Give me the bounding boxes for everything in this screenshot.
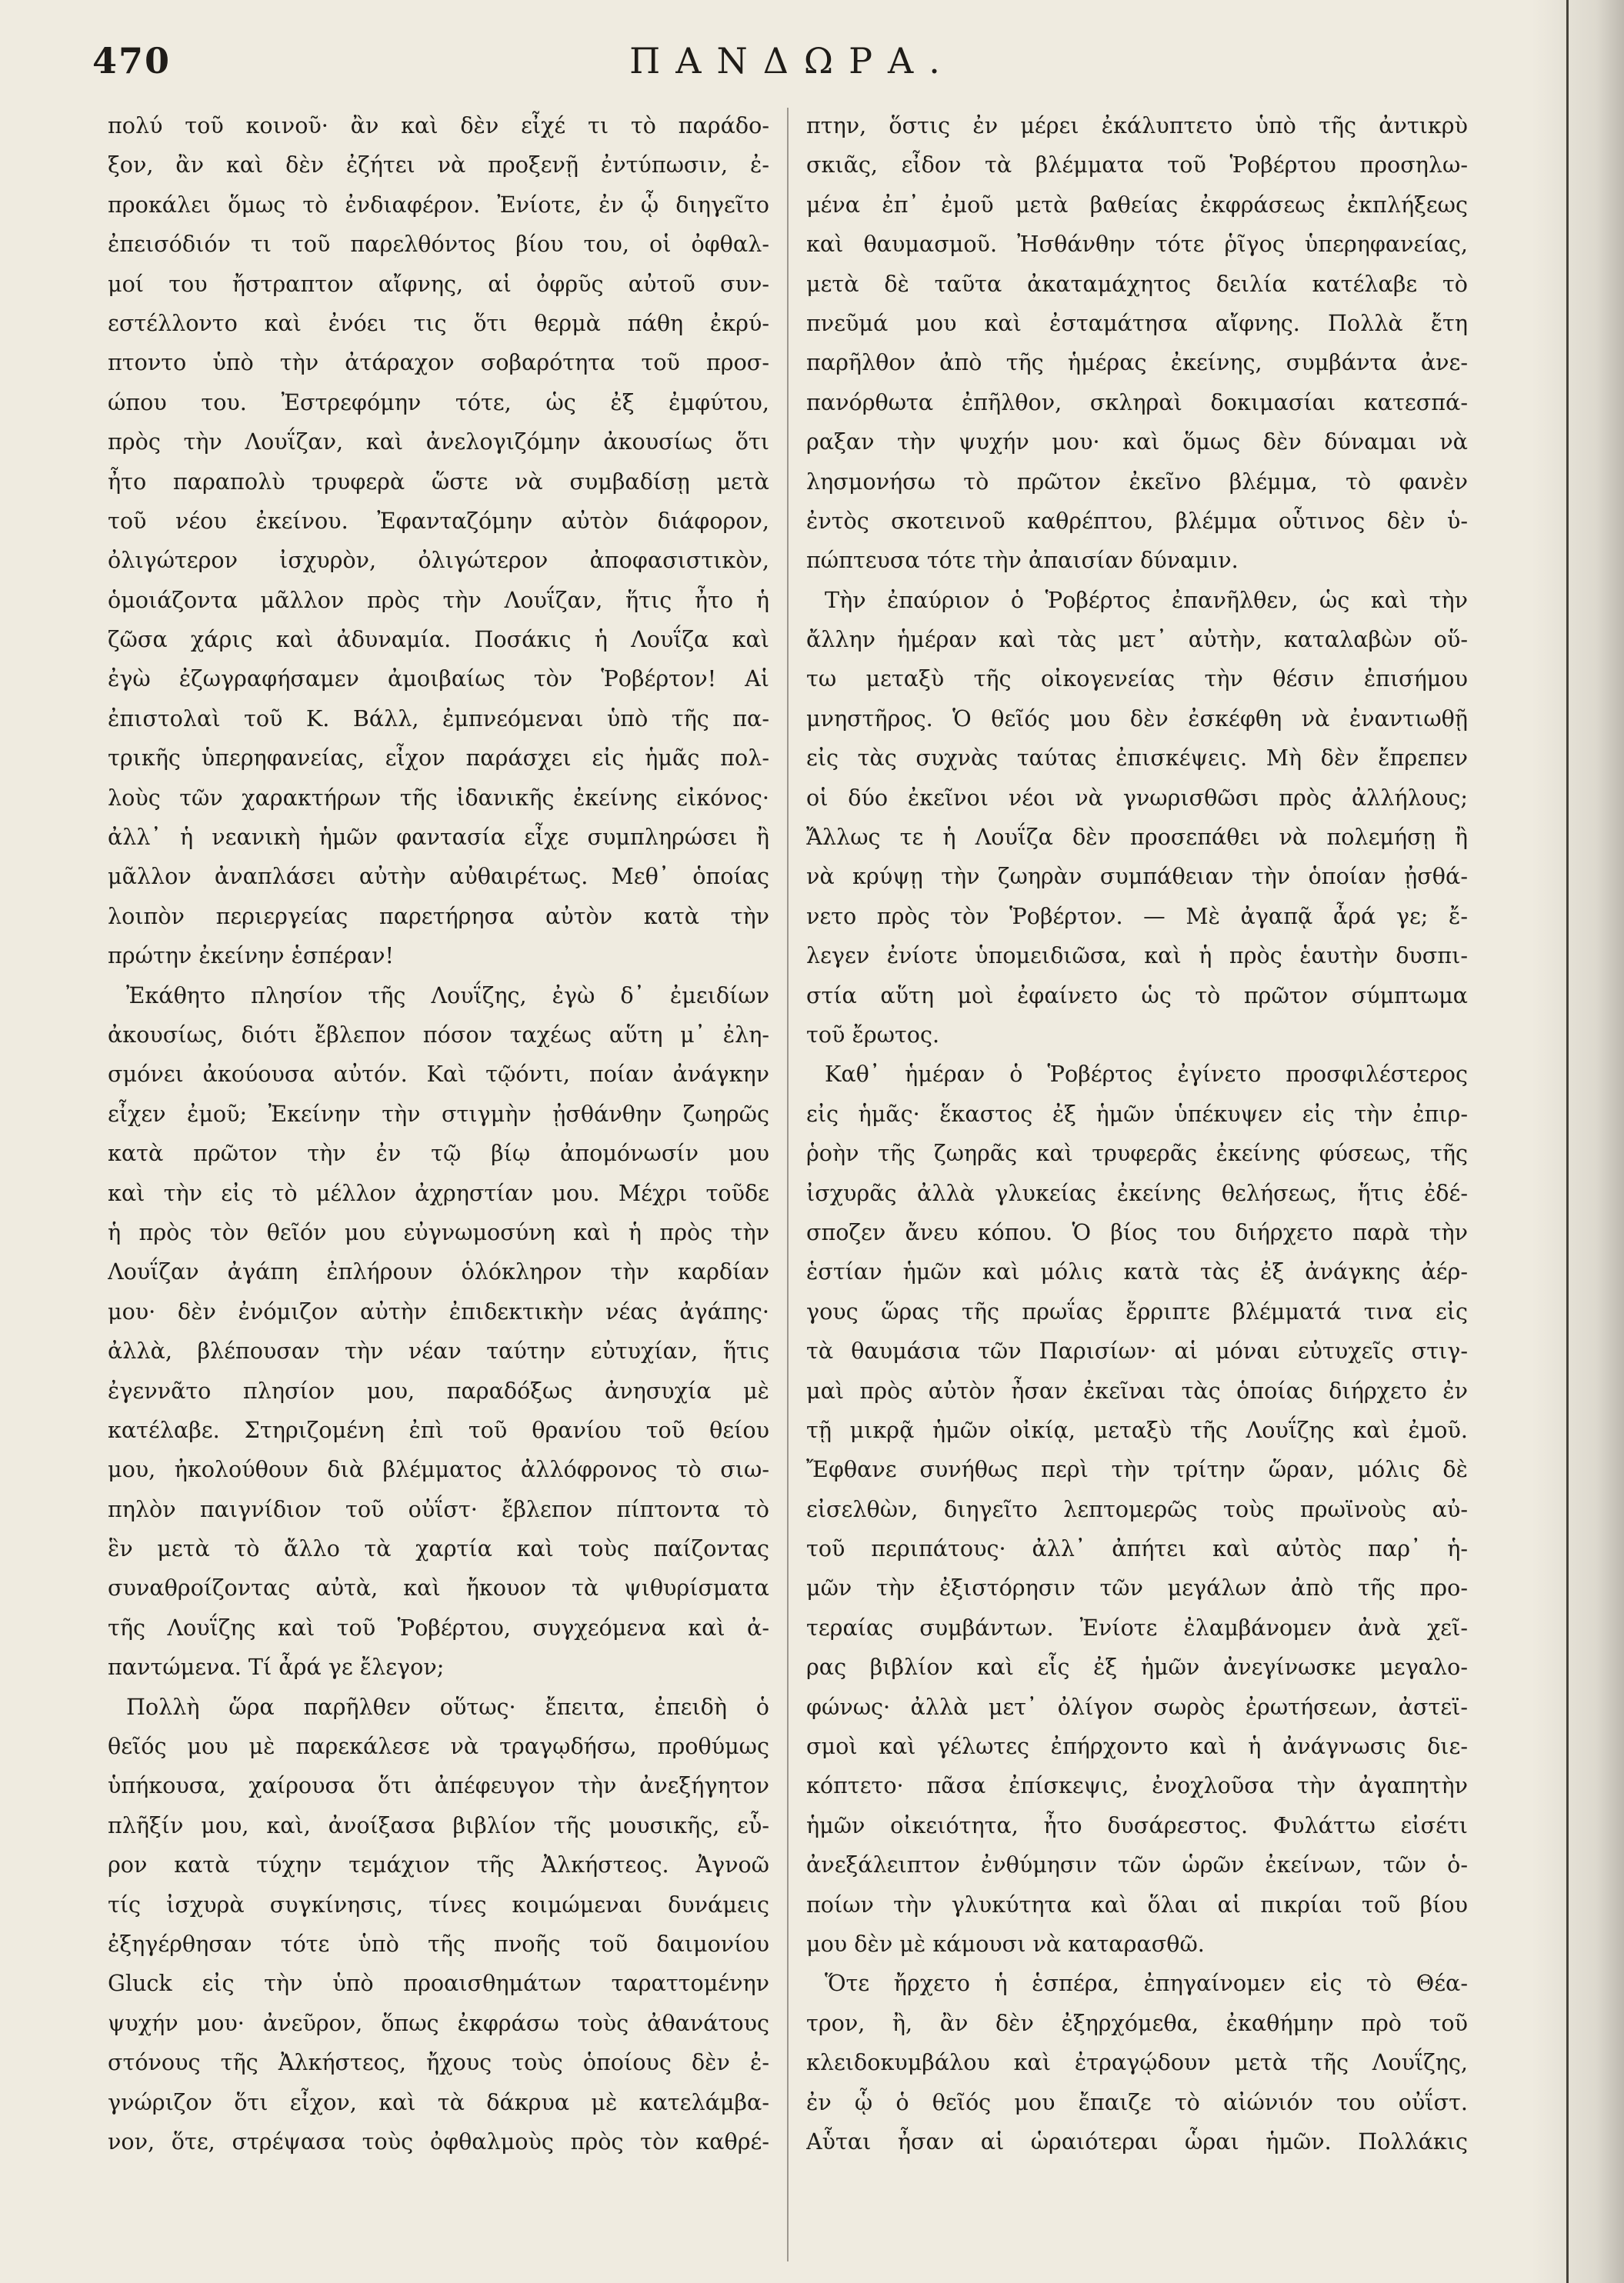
text-line: νὰ κρύψῃ τὴν ζωηρὰν συμπάθειαν τὴν ὁποίαν ᾐσθά- (806, 863, 1468, 890)
text-line: Πολλὴ ὥρα παρῆλθεν οὕτως· ἔπειτα, ἐπειδὴ ὁ (126, 1693, 769, 1720)
text-line: μαὶ πρὸς αὐτὸν ἦσαν ἐκεῖναι τὰς ὁποίας διήρχετο ἐν (806, 1377, 1468, 1404)
text-line: μου, ἠκολούθουν διὰ βλέμματος ἀλλόφρονος τὸ σιω- (108, 1456, 769, 1483)
text-line: εἶχεν ἐμοῦ; Ἐκείνην τὴν στιγμὴν ᾐσθάνθην ζωηρῶς (108, 1100, 769, 1127)
text-line: νον, ὅτε, στρέψασα τοὺς ὀφθαλμοὺς πρὸς τὸν καθρέ- (108, 2128, 769, 2155)
text-line: ἦτο παραπολὺ τρυφερὰ ὥστε νὰ συμβαδίσῃ μετὰ (108, 468, 769, 495)
text-line: Gluck εἰς τὴν ὑπὸ προαισθημάτων ταραττομένην (108, 1970, 769, 1997)
text-line: νετο πρὸς τὸν Ῥοβέρτον. — Μὲ ἀγαπᾷ ἆρά γε; ἔ- (806, 902, 1468, 929)
text-line: συναθροίζοντας αὐτὰ, καὶ ἤκουον τὰ ψιθυρίσματα (108, 1575, 769, 1601)
text-line: οἱ δύο ἐκεῖνοι νέοι νὰ γνωρισθῶσι πρὸς ἀλλήλους; (806, 784, 1468, 811)
text-line: τίς ἰσχυρὰ συγκίνησις, τίνες κοιμώμεναι δυνάμεις (108, 1891, 769, 1918)
text-line: ἐν ᾧ ὁ θεῖός μου ἔπαιζε τὸ αἰώνιόν του οὐΐστ. (806, 2088, 1468, 2115)
text-line: ραξαν τὴν ψυχήν μου· καὶ ὅμως δὲν δύναμαι νὰ (806, 428, 1468, 455)
text-line: ρας βιβλίον καὶ εἷς ἐξ ἡμῶν ἀνεγίνωσκε μεγαλο- (806, 1654, 1468, 1681)
text-line: πρώτην ἐκείνην ἑσπέραν! (108, 942, 395, 969)
text-line: ώπου του. Ἐστρεφόμην τότε, ὡς ἐξ ἐμφύτου, (108, 388, 769, 415)
text-line: τω μεταξὺ τῆς οἰκογενείας τὴν θέσιν ἐπισήμου (806, 665, 1468, 692)
text-line: εστέλλοντο καὶ ἐνόει τις ὅτι θερμὰ πάθη ἐκρύ- (108, 309, 769, 336)
text-line: καὶ τὴν εἰς τὸ μέλλον ἀχρηστίαν μου. Μέχρι τοῦδε (108, 1179, 769, 1206)
text-line: ὀλιγώτερον ἰσχυρὸν, ὀλιγώτερον ἀποφασιστικὸν, (108, 547, 769, 574)
text-line: πώπτευσα τότε τὴν ἀπαισίαν δύναμιν. (806, 547, 1239, 574)
text-line: στία αὕτη μοὶ ἐφαίνετο ὡς τὸ πρῶτον σύμπτωμα (806, 982, 1468, 1008)
text-line: φώνως· ἀλλὰ μετ᾽ ὀλίγον σωρὸς ἐρωτήσεων, ἀστεϊ- (806, 1693, 1468, 1720)
text-line: πηλὸν παιγνίδιον τοῦ οὐΐστ· ἔβλεπον πίπτοντα τὸ (108, 1495, 769, 1522)
text-line: πνεῦμά μου καὶ ἐσταμάτησα αἴφνης. Πολλὰ ἔτη (806, 309, 1468, 336)
text-line: πανόρθωτα ἐπῆλθον, σκληραὶ δοκιμασίαι κατεσπά- (806, 388, 1468, 415)
right-text-column (806, 106, 1468, 2161)
text-line: κόπτετο· πᾶσα ἐπίσκεψις, ἐνοχλοῦσα τὴν ἀγαπητὴν (806, 1772, 1468, 1799)
text-line: ἓν μετὰ τὸ ἄλλο τὰ χαρτία καὶ τοὺς παίζοντας (108, 1535, 769, 1562)
text-line: ἄλλην ἡμέραν καὶ τὰς μετ᾽ αὐτὴν, καταλαβὼν οὕ- (806, 626, 1468, 653)
text-line: τρικῆς ὑπερηφανείας, εἶχον παράσχει εἰς ἡμᾶς πολ- (108, 745, 769, 772)
text-line: τεραίας συμβάντων. Ἐνίοτε ἐλαμβάνομεν ἀνὰ χεῖ- (806, 1614, 1468, 1641)
text-line: εἰς ἡμᾶς· ἕκαστος ἐξ ἡμῶν ὑπέκυψεν εἰς τὴν ἐπιρ- (806, 1100, 1468, 1127)
text-line: τὰ θαυμάσια τῶν Παρισίων· αἱ μόναι εὐτυχεῖς στιγ- (806, 1338, 1468, 1365)
text-line: Αὗται ἦσαν αἱ ὡραιότεραι ὧραι ἡμῶν. Πολλάκις (806, 2128, 1468, 2155)
text-line: τοῦ ἔρωτος. (806, 1021, 940, 1048)
text-line: μου· δὲν ἐνόμιζον αὐτὴν ἐπιδεκτικὴν νέας ἀγάπης· (108, 1298, 769, 1325)
text-line: ἰσχυρᾶς ἀλλὰ γλυκείας ἐκείνης θελήσεως, ἥτις ἐδέ- (806, 1179, 1468, 1206)
text-line: Τὴν ἐπαύριον ὁ Ῥοβέρτος ἐπανῆλθεν, ὡς καὶ τὴν (825, 586, 1468, 613)
text-line: γνώριζον ὅτι εἶχον, καὶ τὰ δάκρυα μὲ κατελάμβα- (108, 2088, 769, 2115)
text-line: ὁμοιάζοντα μᾶλλον πρὸς τὴν Λουΐζαν, ἥτις ἦτο ἡ (108, 586, 769, 613)
text-line: Λουΐζαν ἀγάπη ἐπλήρουν ὁλόκληρον τὴν καρδίαν (108, 1258, 769, 1285)
text-line: κατέλαβε. Στηριζομένη ἐπὶ τοῦ θρανίου τοῦ θείου (108, 1416, 769, 1443)
text-line: σμόνει ἀκούουσα αὐτόν. Καὶ τῷόντι, ποίαν ἀνάγκην (108, 1061, 769, 1088)
text-line: πλῆξίν μου, καὶ, ἀνοίξασα βιβλίον τῆς μουσικῆς, εὗ- (108, 1811, 769, 1838)
text-line: ἀλλὰ, βλέπουσαν τὴν νέαν ταύτην εὐτυχίαν, ἥτις (108, 1338, 769, 1365)
text-line: ἐγεννᾶτο πλησίον μου, παραδόξως ἀνησυχία μὲ (108, 1377, 769, 1404)
text-line: πρὸς τὴν Λουΐζαν, καὶ ἀνελογιζόμην ἀκουσίως ὅτι (108, 428, 769, 455)
text-line: Ἐκάθητο πλησίον τῆς Λουΐζης, ἐγὼ δ᾽ ἐμειδίων (126, 982, 769, 1008)
text-line: σποζεν ἄνευ κόπου. Ὁ βίος του διήρχετο παρὰ τὴν (806, 1218, 1468, 1245)
text-line: γους ὥρας τῆς πρωΐας ἔρριπτε βλέμματά τινα εἰς (806, 1298, 1468, 1325)
text-line: ἐπιστολαὶ τοῦ Κ. Βάλλ, ἐμπνεόμεναι ὑπὸ τῆς πα- (108, 705, 769, 732)
text-line: πολύ τοῦ κοινοῦ· ἂν καὶ δὲν εἶχέ τι τὸ παράδο- (108, 112, 769, 138)
text-line: ἐντὸς σκοτεινοῦ καθρέπτου, βλέμμα οὗτινος δὲν ὑ- (806, 507, 1468, 534)
text-line: τρον, ἢ, ἂν δὲν ἐξηρχόμεθα, ἐκαθήμην πρὸ τοῦ (806, 2009, 1468, 2036)
text-line: καὶ θαυμασμοῦ. Ἠσθάνθην τότε ῥῖγος ὑπερηφανείας, (806, 231, 1468, 258)
text-line: ἐξηγέρθησαν τότε ὑπὸ τῆς πνοῆς τοῦ δαιμονίου (108, 1930, 769, 1957)
text-line: ἀνεξάλειπτον ἐνθύμησιν τῶν ὡρῶν ἐκείνων, τῶν ὁ- (806, 1851, 1468, 1878)
text-line: σκιᾶς, εἶδον τὰ βλέμματα τοῦ Ῥοβέρτου προσηλω- (806, 152, 1468, 178)
column-divider (787, 108, 789, 2261)
text-line: κλειδοκυμβάλου καὶ ἐτραγῴδουν μετὰ τῆς Λουΐζης, (806, 2049, 1468, 2076)
text-line: Ἔφθανε συνήθως περὶ τὴν τρίτην ὥραν, μόλις δὲ (806, 1456, 1468, 1483)
left-text-column (108, 106, 769, 2161)
text-line: λοὺς τῶν χαρακτήρων τῆς ἰδανικῆς ἐκείνης εἰκόνος· (108, 784, 769, 811)
text-line: λεγεν ἐνίοτε ὑπομειδιῶσα, καὶ ἡ πρὸς ἑαυτὴν δυσπι- (806, 942, 1468, 969)
text-line: εἰσελθὼν, διηγεῖτο λεπτομερῶς τοὺς πρωϊνοὺς αὐ- (806, 1495, 1468, 1522)
running-title: ΠΑΝΔΩΡΑ. (629, 40, 955, 82)
text-line: ποίων τὴν γλυκύτητα καὶ ὅλαι αἱ πικρίαι τοῦ βίου (806, 1891, 1468, 1918)
text-line: τῇ μικρᾷ ἡμῶν οἰκίᾳ, μεταξὺ τῆς Λουΐζης καὶ ἐμοῦ. (806, 1416, 1468, 1443)
page-header (92, 40, 1492, 89)
text-line: Ἄλλως τε ἡ Λουΐζα δὲν προσεπάθει νὰ πολεμήσῃ ἢ (806, 824, 1468, 851)
text-line: μᾶλλον ἀναπλάσει αὐτὴν αὐθαιρέτως. Μεθ᾽ ὁποίας (108, 863, 769, 890)
text-line: Καθ᾽ ἡμέραν ὁ Ῥοβέρτος ἐγίνετο προσφιλέστερος (825, 1061, 1468, 1088)
text-line: μῶν τὴν ἐξιστόρησιν τῶν μεγάλων ἀπὸ τῆς προ- (806, 1575, 1468, 1601)
text-line: θεῖός μου μὲ παρεκάλεσε νὰ τραγῳδήσω, προθύμως (108, 1733, 769, 1760)
text-line: μνηστῆρος. Ὁ θεῖός μου δὲν ἐσκέφθη νὰ ἐναντιωθῇ (806, 705, 1468, 732)
text-line: τοῦ νέου ἐκείνου. Ἐφανταζόμην αὐτὸν διάφορον, (108, 507, 769, 534)
text-line: πτοντο ὑπὸ τὴν ἀτάραχον σοβαρότητα τοῦ προσ- (108, 349, 769, 376)
page-number: 470 (92, 40, 172, 82)
text-line: τῆς Λουΐζης καὶ τοῦ Ῥοβέρτου, συγχεόμενα καὶ ἀ- (108, 1614, 769, 1641)
text-line: ρον κατὰ τύχην τεμάχιον τῆς Ἀλκήστεος. Ἀγνοῶ (108, 1851, 769, 1878)
text-line: κατὰ πρῶτον τὴν ἐν τῷ βίῳ ἀπομόνωσίν μου (108, 1140, 769, 1167)
text-line: ῥοὴν τῆς ζωηρᾶς καὶ τρυφερᾶς ἐκείνης φύσεως, τῆς (806, 1140, 1468, 1167)
text-line: μοί του ἤστραπτον αἴφνης, αἱ ὀφρῦς αὐτοῦ συν- (108, 270, 769, 297)
text-line: τοῦ περιπάτους· ἀλλ᾽ ἀπήτει καὶ αὐτὸς παρ᾽ ἡ- (806, 1535, 1468, 1562)
text-line: ἡ πρὸς τὸν θεῖόν μου εὐγνωμοσύνη καὶ ἡ πρὸς τὴν (108, 1218, 769, 1245)
text-line: στόνους τῆς Ἀλκήστεος, ἤχους τοὺς ὁποίους δὲν ἐ- (108, 2049, 769, 2076)
text-line: ἑστίαν ἡμῶν καὶ μόλις κατὰ τὰς ἐξ ἀνάγκης ἀέρ- (806, 1258, 1468, 1285)
text-line: ἐπεισόδιόν τι τοῦ παρελθόντος βίου του, οἱ ὀφθαλ- (108, 231, 769, 258)
text-line: λοιπὸν περιεργείας παρετήρησα αὐτὸν κατὰ τὴν (108, 902, 769, 929)
text-line: Ὅτε ἤρχετο ἡ ἑσπέρα, ἐπηγαίνομεν εἰς τὸ Θέα- (825, 1970, 1468, 1997)
page-edge-line (1566, 0, 1569, 2283)
text-line: ζῶσα χάρις καὶ ἀδυναμία. Ποσάκις ἡ Λουΐζα καὶ (108, 626, 769, 653)
text-line: ὑπήκουσα, χαίρουσα ὅτι ἀπέφευγον τὴν ἀνεξήγητον (108, 1772, 769, 1799)
text-line: ἀκουσίως, διότι ἔβλεπον πόσον ταχέως αὕτη μ᾽ ἐλη- (108, 1021, 769, 1048)
text-line: παρῆλθον ἀπὸ τῆς ἡμέρας ἐκείνης, συμβάντα ἀνε- (806, 349, 1468, 376)
text-line: παντώμενα. Τί ἆρά γε ἔλεγον; (108, 1654, 445, 1681)
page-gutter-shadow (1532, 0, 1624, 2283)
text-line: μετὰ δὲ ταῦτα ἀκαταμάχητος δειλία κατέλαβε τὸ (806, 270, 1468, 297)
text-line: ξον, ἂν καὶ δὲν ἐζήτει νὰ προξενῇ ἐντύπωσιν, ἐ- (108, 152, 769, 178)
text-line: ἐγὼ ἐζωγραφήσαμεν ἀμοιβαίως τὸν Ῥοβέρτον! Αἱ (108, 665, 769, 692)
text-line: ἡμῶν οἰκειότητα, ἦτο δυσάρεστος. Φυλάττω εἰσέτι (806, 1811, 1468, 1838)
text-line: ἀλλ᾽ ἡ νεανικὴ ἡμῶν φαντασία εἶχε συμπληρώσει ἢ (108, 824, 769, 851)
text-line: μένα ἐπ᾽ ἐμοῦ μετὰ βαθείας ἐκφράσεως ἐκπλήξεως (806, 191, 1468, 218)
text-line: εἰς τὰς συχνὰς ταύτας ἐπισκέψεις. Μὴ δὲν ἔπρεπεν (806, 745, 1468, 772)
text-line: λησμονήσω τὸ πρῶτον ἐκεῖνο βλέμμα, τὸ φανὲν (806, 468, 1468, 495)
text-line: σμοὶ καὶ γέλωτες ἐπήρχοντο καὶ ἡ ἀνάγνωσις διε- (806, 1733, 1468, 1760)
text-line: πτην, ὅστις ἐν μέρει ἐκάλυπτετο ὑπὸ τῆς ἀντικρὺ (806, 112, 1468, 138)
text-line: προκάλει ὅμως τὸ ἐνδιαφέρον. Ἐνίοτε, ἐν ᾧ διηγεῖτο (108, 191, 769, 218)
text-line: ψυχήν μου· ἀνεῦρον, ὅπως ἐκφράσω τοὺς ἀθανάτους (108, 2009, 769, 2036)
text-line: μου δὲν μὲ κάμουσι νὰ καταρασθῶ. (806, 1930, 1205, 1957)
